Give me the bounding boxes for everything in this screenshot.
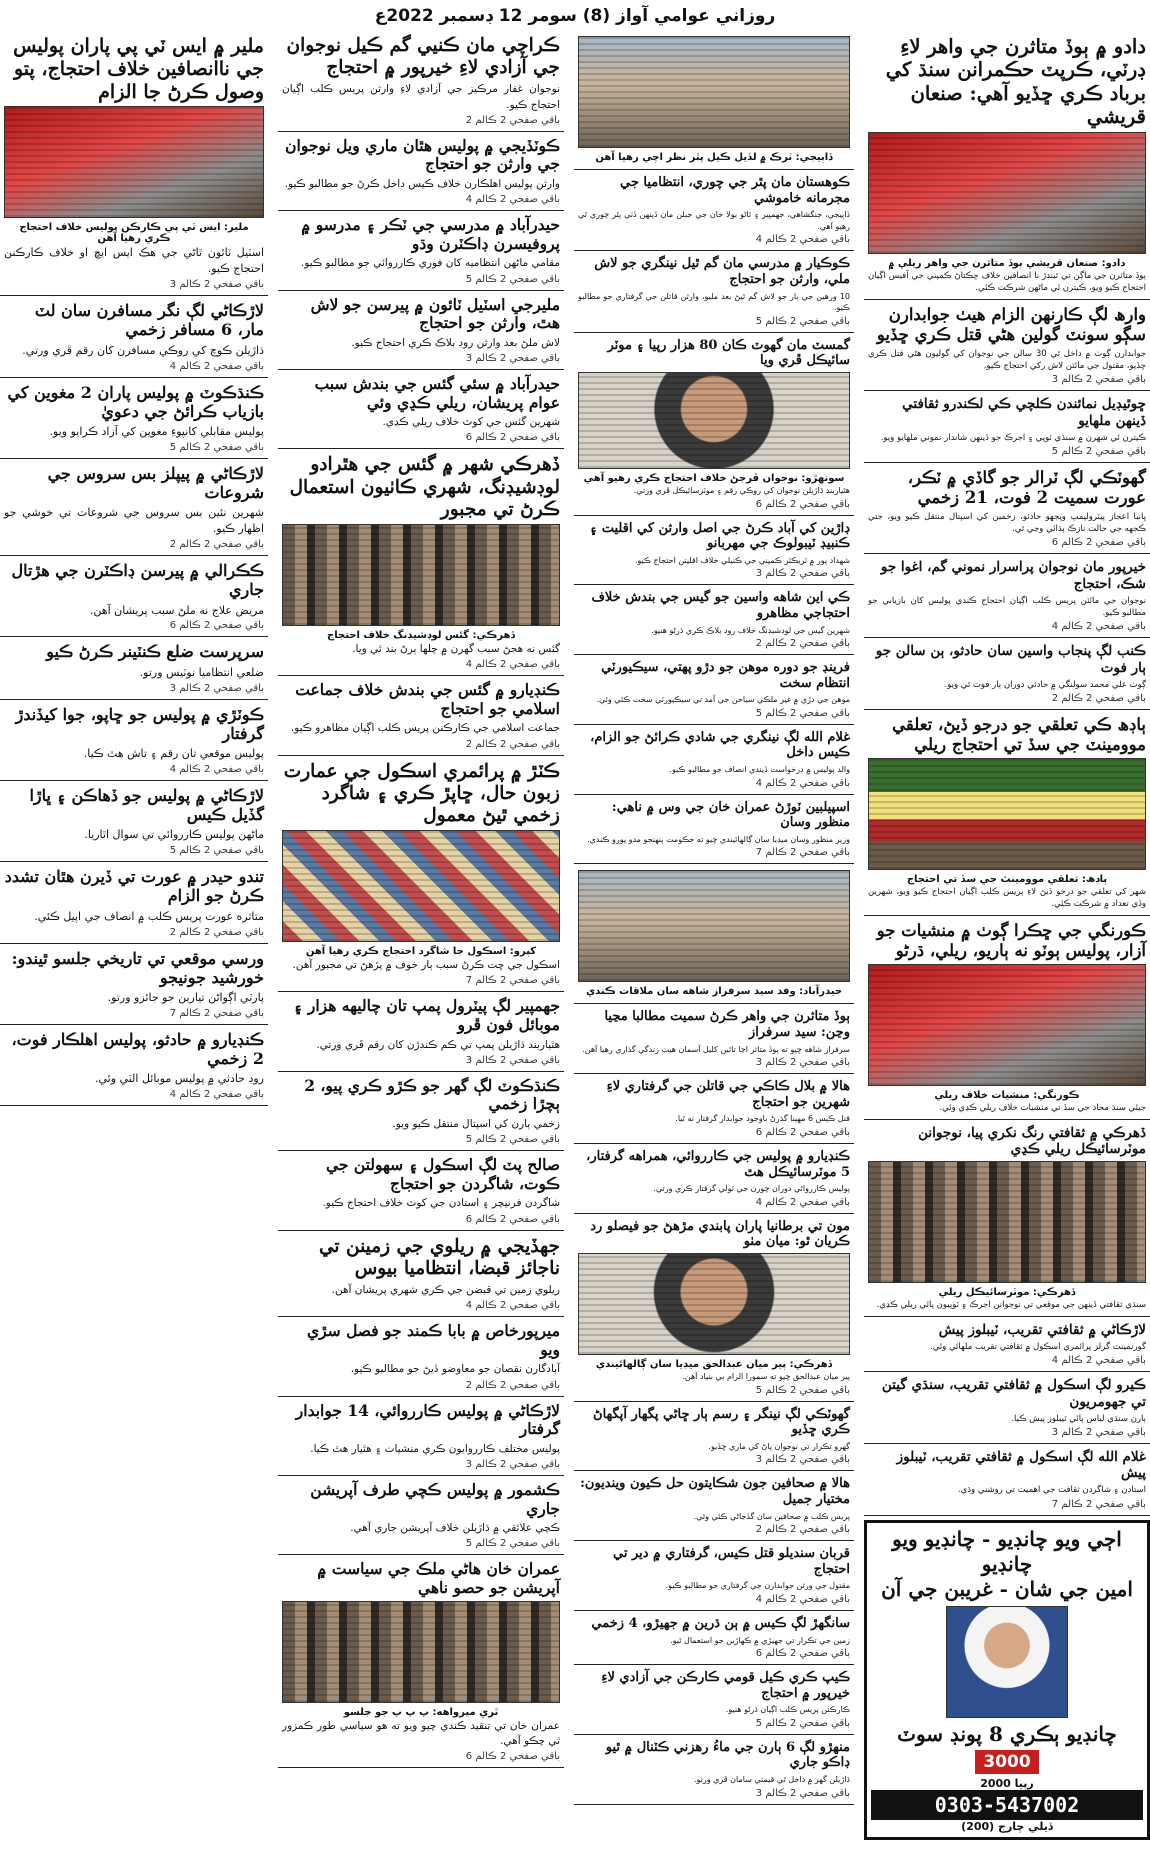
story-body: هٿياربند ڌاڙيلن نوجوان کي روڪي رقم ۽ موٽرسائيڪل ڦري ورتي. xyxy=(633,485,850,495)
story-body: جيئي سنڌ محاذ جي سڏ تي منشيات خلاف ريلي ڪڍي وئي. xyxy=(939,1102,1146,1113)
photo-caption: کپرو: اسڪول جا شاگرد احتجاج ڪري رهيا آهن xyxy=(305,946,537,958)
continued-note: باقي صفحي 2 ڪالم 5 xyxy=(465,1538,560,1550)
story-headline: ڪوڪيار ۾ مدرسي مان گم ٿيل نينگري جو لاش ملي، وارثن جو احتجاج xyxy=(594,256,850,287)
news-story xyxy=(574,30,854,170)
column-4 xyxy=(0,30,268,1852)
story-headline: ڪيپ ڪري ڪيل قومي ڪارڪن جي آزادي لاءِ خيرپور ۾ احتجاج xyxy=(601,1670,850,1701)
news-story xyxy=(0,459,268,556)
news-story xyxy=(864,1372,1150,1444)
story-headline: ملير ۾ ايس ٽي پي پاران پوليس جي ناانصافين خلاف احتجاج، پتو وصول ڪرڻ جا الزام xyxy=(13,35,264,103)
story-headline: تندو حيدر ۾ عورت تي ڏيرن هٿان تشدد ڪرڻ جو الزام xyxy=(4,867,264,906)
story-headline: فرينڊ جو دوره موهن جو دڙو پهتي، سيڪيورٽي انتظام سخت xyxy=(601,660,850,691)
news-photo xyxy=(4,106,264,218)
story-headline: جهڏيجي ۾ ريلوي جي زمينن تي ناجائز قبضا، انتظاميا بيوس xyxy=(319,1235,560,1279)
news-story xyxy=(0,637,268,699)
story-headline: ڪورنگي جي ڇڪرا ڳوٺ ۾ منشيات جو آزار، پوليس ٻوٽو نه ٻاريو، ريلي، ڌرڻو xyxy=(876,921,1146,961)
story-body: ڏاٻيجي، جنگشاهي، جهمپير ۽ ٿاڻو بولا خان جي جبلن مان ڏينهن ڏٺي پٿر چوري ٿي رهيو آهي. xyxy=(578,210,850,231)
continued-note: باقي صفحي 2 ڪالم 4 xyxy=(755,234,850,246)
ad-slogan: امين جي شان - غريبن جي آن xyxy=(881,1576,1133,1601)
news-story xyxy=(574,1611,854,1665)
news-story xyxy=(278,992,564,1071)
continued-note: باقي صفحي 2 ڪالم 6 xyxy=(755,498,850,510)
story-body: شهر کي تعلقي جو درجو ڏيڻ لاءِ پريس ڪلب اڳيان احتجاج ڪيو ويو، شهرين وڏي تعداد ۾ شرڪت ڪئي. xyxy=(868,886,1146,909)
continued-note: باقي صفحي 2 ڪالم 4 xyxy=(465,1300,560,1312)
photo-caption: ڪورنگي: منشيات خلاف ريلي xyxy=(934,1089,1080,1101)
story-headline: ڪي اين شاهه واسين جو گيس جي بندش خلاف احتجاجي مظاهرو xyxy=(591,590,850,621)
story-body: مقامي ماڻهن انتظاميه کان فوري ڪارروائي جو مطالبو ڪيو. xyxy=(301,257,560,270)
story-body: اسٽيل ٽائون ٿاڻي جي هڪ ايس ايڇ او خلاف ڪارڪنن احتجاج ڪيو. xyxy=(4,246,264,276)
continued-note: باقي صفحي 2 ڪالم 2 xyxy=(465,738,560,750)
story-headline: صالح پٽ لڳ اسڪول ۽ سهولتن جي ڪوت، شاگردن جو احتجاج xyxy=(325,1155,560,1193)
continued-note: باقي صفحي 2 ڪالم 2 xyxy=(755,638,850,650)
story-headline: ڇوٿيڊيل نمائندن ڪلچي ڪي لڪندرو ثقافتي ڏينهن ملهايو xyxy=(902,396,1146,429)
news-story xyxy=(278,1151,564,1230)
news-photo xyxy=(282,524,560,626)
news-photo xyxy=(282,1601,560,1703)
photo-caption: ٻاڊھ: تعلقي موومينٽ جي سڏ تي احتجاج xyxy=(906,873,1108,885)
story-headline: لاڙڪاڻي ۾ پيپلز بس سروس جي شروعات xyxy=(47,463,264,503)
news-photo xyxy=(868,132,1146,254)
news-story xyxy=(574,1471,854,1541)
continued-note: باقي صفحي 2 ڪالم 6 xyxy=(755,1127,850,1138)
news-story xyxy=(0,700,268,781)
story-body: ٻارن سنڌي لباس پائي ٽيبلوز پيش ڪيا. xyxy=(1011,1413,1146,1424)
news-story xyxy=(574,585,854,655)
story-headline: قربان سنديلو قتل ڪيس، گرفتاري ۾ دير تي احتجاج xyxy=(613,1546,850,1577)
news-story xyxy=(278,211,564,290)
continued-note: باقي صفحي 2 ڪالم 6 xyxy=(465,432,560,444)
story-headline: ٻوڏ متاثرن جي واهر ڪرڻ سميت مطالبا مڃيا وڃن: سيد سرفراز xyxy=(604,1009,850,1041)
news-story xyxy=(0,781,268,862)
story-body: نوجوان غفار مرڪيز جي آزادي لاءِ وارثن پريس ڪلب اڳيان احتجاج ڪيو. xyxy=(282,83,560,111)
news-story xyxy=(864,30,1150,300)
story-body: نوجوان جي مائٽن پريس ڪلب اڳيان احتجاج ڪندي پوليس کان بازيابي جو مطالبو ڪيو. xyxy=(868,595,1146,618)
story-headline: ڪنڊيارو ۾ حادثو، پوليس اهلڪار فوت، 2 زخمي xyxy=(11,1029,264,1069)
news-story xyxy=(574,251,854,332)
column-2 xyxy=(574,30,854,1852)
news-photo xyxy=(578,372,850,469)
photo-texture xyxy=(283,831,559,941)
story-headline: مليرجي اسٽيل ٽائون ۾ پيرسن جو لاش هٿ، وارثن جو احتجاج xyxy=(310,294,560,333)
news-photo xyxy=(868,758,1146,870)
story-body: پوليس ڪارروائي دوران چورن جي ٽولي گرفتار ڪري ورتي. xyxy=(653,1184,850,1194)
news-story xyxy=(574,864,854,1004)
ad-headline: اڄي ويو چانڊيو - چانڊيو ويو چانڊيو xyxy=(892,1526,1122,1576)
story-body: گئس نه هجڻ سبب گهرن ۾ چلها ٻرڻ بند ٿي ويا. xyxy=(352,643,560,655)
story-body: شهرين نئين بس سروس جي شروعات تي خوشي جو اظهار ڪيو. xyxy=(4,506,264,536)
story-body: شاگردن فرنيچر ۽ استادن جي کوٽ خلاف احتجاج ڪيو. xyxy=(322,1197,560,1210)
story-body: والد پوليس ۾ درخواست ڏيندي انصاف جو مطالبو ڪيو. xyxy=(669,765,850,775)
news-story xyxy=(574,1665,854,1735)
photo-caption: ڏهرڪي: پير ميان عبدالحق ميڊيا سان ڳالهائيندي xyxy=(595,1358,833,1370)
photo-texture xyxy=(283,525,559,625)
continued-note: باقي صفحي 2 ڪالم 6 xyxy=(465,1751,560,1763)
news-story xyxy=(864,391,1150,463)
story-headline: ڪڪرالي ۾ پيرسن ڊاڪٽرن جي هڙتال جاري xyxy=(11,561,264,600)
continued-note: باقي صفحي 2 ڪالم 7 xyxy=(169,1007,264,1019)
continued-note: باقي صفحي 2 ڪالم 2 xyxy=(169,539,264,551)
news-story xyxy=(574,516,854,586)
continued-note: باقي صفحي 2 ڪالم 3 xyxy=(1051,1427,1146,1438)
story-body: ڪارڪنن پريس ڪلب اڳيان ڌرڻو هنيو. xyxy=(725,1705,850,1715)
story-headline: سرپرست ضلع ڪنٽينر ڪرڻ ڪيو xyxy=(46,642,264,662)
continued-note: باقي صفحي 2 ڪالم 3 xyxy=(169,682,264,694)
news-story xyxy=(864,638,1150,710)
story-headline: جهمپير لڳ پيٽرول پمپ تان چاليهه هزار ۽ موبائل فون ڦرو xyxy=(293,996,560,1034)
photo-texture xyxy=(869,1162,1145,1282)
ad-price-note: رپيا 2000 xyxy=(980,1776,1034,1790)
story-headline: ڪنڊيارو ۾ گئس جي بندش خلاف جماعت اسلامي جو احتجاج xyxy=(295,680,560,718)
continued-note: باقي صفحي 2 ڪالم 6 xyxy=(1051,537,1146,549)
story-body: ضلعي انتظاميا نوٽيس ورتو. xyxy=(139,665,264,679)
story-headline: گمسٽ مان گهوٽ ڪان 80 هزار رپيا ۽ موٽر سائيڪل ڦري ويا xyxy=(607,337,850,369)
story-headline: لاڙڪاڻي ۾ پوليس جو ڏهاڪن ۽ ڀاڙا گڏيل ڪيس xyxy=(29,785,264,825)
story-headline: وارھ لڳ ڪارنهن الزام هيٺ جوابدارن سڳو سونٽ گولين هڻي قتل ڪري ڇڏيو xyxy=(876,305,1146,344)
news-story xyxy=(574,1214,854,1402)
story-headline: لاڙڪاڻي ۾ پوليس ڪارروائي، 14 جوابدار گرفتار xyxy=(295,1400,560,1439)
photo-texture xyxy=(579,373,849,468)
story-headline: سانگھڙ لڳ ڪيس ۾ ٻن ڌرين ۾ جهيڙو، 4 زخمي xyxy=(591,1615,850,1631)
news-story xyxy=(0,378,268,459)
continued-note: باقي صفحي 2 ڪالم 3 xyxy=(169,279,264,291)
story-headline: ڪنڌڪوٽ لڳ گهر جو ڪڙو ڪري پيو، 2 ٻچڙا زخمي xyxy=(304,1075,560,1114)
story-body: سنڌي ثقافتي ڏينهن جي موقعي تي نوجوانن اجرڪ ۽ ٽوپيون پائي ريلي ڪڍي. xyxy=(876,1299,1146,1310)
story-body: ڀانبا اعجاز پيٽرولپمپ ويجهو حادثو، زخمين کي اسپتال منتقل ڪيو ويو، جتي ڪجهه جي حالت نازڪ ٻڌائي وڃي ٿي. xyxy=(868,511,1146,534)
news-story xyxy=(278,1072,564,1151)
news-story xyxy=(278,1317,564,1396)
photo-texture xyxy=(579,871,849,981)
continued-note: باقي صفحي 2 ڪالم 7 xyxy=(1051,1498,1146,1510)
story-headline: ٻاڊھ ڪي تعلقي جو درجو ڏيڻ، تعلقي موومينٽ جي سڏ تي احتجاج ريلي xyxy=(892,715,1146,754)
photo-caption: دادو: صنعان قريشي ٻوڏ متاثرن جي واهر ريلي ۾ xyxy=(888,257,1126,269)
story-body: عمران خان تي تنقيد ڪندي چيو ويو ته هو سياسي طور ڪمزور ٿي چڪو آهي. xyxy=(282,1719,560,1747)
news-story xyxy=(574,1735,854,1805)
news-story xyxy=(278,370,564,449)
story-body: جوابدارن ڳوٺ ۾ داخل ٿي 30 سالن جي نوجوان کي گوليون هڻي قتل ڪري ڇڏيو، مقتول جي مائٽن لاش رکي احتجاج ڪيو. xyxy=(868,348,1146,372)
story-body: زخمي ٻارن کي اسپتال منتقل ڪيو ويو. xyxy=(392,1118,560,1130)
story-body: گهرو تڪرار تي نوجوان پاڻ کي ماري ڇڏيو. xyxy=(708,1441,850,1451)
story-body: مريض علاج نه ملڻ سبب پريشان آهن. xyxy=(89,603,264,617)
continued-note: باقي صفحي 2 ڪالم 4 xyxy=(169,763,264,775)
news-story xyxy=(864,463,1150,554)
story-body: پوليس مقابلي کانپوءِ مغوين کي آزاد ڪرايو ويو. xyxy=(49,424,264,438)
ad-tag: ڏيلي چارج (200) xyxy=(961,1819,1053,1833)
photo-caption: ملير: ايس ٽي پي ڪارڪن پوليس خلاف احتجاج ڪري رهيا آهن xyxy=(19,222,249,245)
ad-phone-number: 0303-5437002 xyxy=(871,1790,1143,1820)
continued-note: باقي صفحي 2 ڪالم 5 xyxy=(465,273,560,285)
story-headline: مون تي برطانيا پاران پابندي مڙهڻ جو فيصلو رد ڪريان ٿو: ميان مٺو xyxy=(590,1218,850,1250)
continued-note: باقي صفحي 2 ڪالم 4 xyxy=(1051,1355,1146,1367)
story-body: لاش ملڻ بعد وارثن روڊ بلاڪ ڪري احتجاج ڪيو. xyxy=(351,336,560,349)
news-photo xyxy=(868,964,1146,1086)
continued-note: باقي صفحي 2 ڪالم 2 xyxy=(755,1524,850,1536)
story-headline: عمران خان هاڻي ملڪ جي سياست ۾ آپريشن جو حصو ناهي xyxy=(317,1559,560,1598)
continued-note: باقي صفحي 2 ڪالم 6 xyxy=(755,1648,850,1660)
continued-note: باقي صفحي 2 ڪالم 3 xyxy=(465,353,560,365)
story-body: ڌاڙيلن گهر ۾ داخل ٿي قيمتي سامان ڦري ورتو. xyxy=(693,1775,850,1785)
story-headline: لاڙڪاڻي ۾ ثقافتي تقريب، ٽيبلوز پيش xyxy=(938,1321,1146,1338)
story-body: وارثن پوليس اهلڪارن خلاف ڪيس داخل ڪرڻ جو مطالبو ڪيو. xyxy=(284,178,560,190)
news-story xyxy=(574,170,854,251)
news-story xyxy=(864,300,1150,391)
story-headline: گهوٽڪي لڳ نينگر ۽ رسم ٻار ڇاڻي پگهار آپگهاڻ ڪري ڇڏيو xyxy=(593,1406,850,1438)
advertisement xyxy=(864,1520,1150,1840)
continued-note: باقي صفحي 2 ڪالم 2 xyxy=(169,926,264,938)
news-story xyxy=(864,1317,1150,1373)
news-story xyxy=(0,296,268,377)
photo-caption: ڏهرڪي: موٽرسائيڪل ريلي xyxy=(938,1286,1076,1298)
story-body: ڪچي علائقي ۾ ڌاڙيلن خلاف آپريشن جاري آهي. xyxy=(350,1522,560,1535)
continued-note: باقي صفحي 2 ڪالم 4 xyxy=(1051,621,1146,633)
ad-portrait xyxy=(946,1606,1068,1718)
continued-note: باقي صفحي 2 ڪالم 2 xyxy=(465,114,560,126)
photo-texture xyxy=(5,107,263,217)
story-body: زمين جي تڪرار تي جهيڙي ۾ ڪهاڙين جو استعمال ٿيو. xyxy=(670,1635,850,1645)
story-headline: هالا ۾ صحافين جون شڪايتون حل ڪيون وينديون: مختيار جميل xyxy=(580,1476,850,1507)
news-story xyxy=(0,944,268,1025)
column-3 xyxy=(278,30,564,1852)
photo-texture xyxy=(579,37,849,147)
photo-texture xyxy=(869,133,1145,253)
continued-note: باقي صفحي 2 ڪالم 6 xyxy=(465,1213,560,1225)
story-headline: خيرپور مان نوجوان پراسرار نموني گم، اغوا جو شڪ، احتجاج xyxy=(880,559,1146,592)
news-story xyxy=(574,1541,854,1611)
continued-note: باقي صفحي 2 ڪالم 5 xyxy=(1051,446,1146,458)
news-story xyxy=(0,1025,268,1106)
continued-note: باقي صفحي 2 ڪالم 6 xyxy=(169,620,264,632)
story-headline: دادو ۾ ٻوڏ متاثرن جي واهر لاءِ ڊرٽي، ڪرپٽ حڪمرانن سنڌ کي برباد ڪري ڇڏيو آهي: صنعان قريشي xyxy=(885,35,1146,129)
story-headline: لاڙڪاڻي لڳ نگر مسافرن سان لٽ مار، 6 مسافر زخمي xyxy=(34,301,264,340)
story-body: هٿياربند ڌاڙيلن پمپ تي ڪم ڪندڙن کان رقم ڦري ورتي. xyxy=(316,1038,560,1051)
photo-caption: ڏاٻيجي: ٽرڪ ۾ لڏيل ڪيل پٿر نظر اچي رهيا آهن xyxy=(595,152,833,163)
continued-note: باقي صفحي 2 ڪالم 5 xyxy=(169,845,264,857)
news-story xyxy=(0,30,268,296)
column-1 xyxy=(864,30,1150,1852)
continued-note: باقي صفحي 2 ڪالم 3 xyxy=(465,1054,560,1066)
continued-note: باقي صفحي 2 ڪالم 3 xyxy=(755,568,850,580)
news-story xyxy=(574,1074,854,1144)
news-story xyxy=(864,710,1150,916)
news-story xyxy=(278,291,564,370)
news-story xyxy=(864,1444,1150,1516)
continued-note: باقي صفحي 2 ڪالم 2 xyxy=(1051,693,1146,704)
story-headline: ڊاڙين کي آباد ڪرڻ جي اصل وارثن کي اقليت ۽ ڪنبيڊ ٽيبولوڪ جي مهربانو xyxy=(589,520,850,552)
story-headline: ڪنب لڳ پنجاب واسين سان حادثو، ٻن سالن جو ٻار فوت xyxy=(875,643,1146,676)
story-body: ريلوي زمين تي قبضن جي ڪري شهري پريشان آهن. xyxy=(331,1284,560,1296)
story-headline: ڪنڌڪوٽ ۾ پوليس پاران 2 مغوين کي بازياب ڪرائڻ جي دعويٰ xyxy=(7,382,264,421)
story-headline: حيدرآباد ۾ سئي گئس جي بندش سبب عوام پريشان، ريلي ڪڍي وئي xyxy=(314,374,560,412)
story-body: جماعت اسلامي جي ڪارڪنن پريس ڪلب اڳيان مظاهرو ڪيو. xyxy=(290,722,560,735)
story-body: 10 ورهين جي ٻار جو لاش گم ٿيڻ بعد مليو، وارثن قاتلن جي گرفتاري جو مطالبو ڪيو. xyxy=(578,291,850,313)
story-body: مقتول جي ورثن جوابدارن جي گرفتاري جو مطالبو ڪيو. xyxy=(665,1581,850,1591)
story-body: ڌاڙيلن ڪوچ کي روڪي مسافرن کان رقم ڦري ورتي. xyxy=(22,343,264,357)
news-story xyxy=(278,1476,564,1555)
story-body: ڪيترن ئي شهرن ۾ سنڌي ٽوپي ۽ اجرڪ جو ڏينهن شاندار نموني ملهايو ويو. xyxy=(880,432,1146,443)
news-story xyxy=(864,1120,1150,1317)
news-story xyxy=(278,756,564,993)
continued-note: باقي صفحي 2 ڪالم 7 xyxy=(755,847,850,859)
story-headline: غلام الله لڳ نينگري جي شادي ڪرائڻ جو الزام، ڪيس داخل xyxy=(590,729,850,761)
news-story xyxy=(278,1231,564,1318)
story-body: متاثره عورت پريس ڪلب ۾ انصاف جي اپيل ڪئي. xyxy=(34,909,264,923)
story-headline: منهڙو لڳ 6 ٻارن جي ماءُ رهزني ڪٽنال ۾ ٿيو ڊاڪو جاري xyxy=(605,1739,850,1771)
story-headline: ڏهرڪي شهر ۾ گئس جي هٿرادو لوڊشيڊنگ، شهري ڪاٺيون استعمال ڪرڻ تي مجبور xyxy=(289,454,560,520)
news-story xyxy=(574,333,854,516)
continued-note: باقي صفحي 2 ڪالم 5 xyxy=(755,1717,850,1729)
news-story xyxy=(574,795,854,865)
story-headline: ڏهرڪي ۾ ثقافتي رنگ نکري پيا، نوجوانن موٽرسائيڪل ريلي ڪڍي xyxy=(918,1125,1146,1158)
continued-note: باقي صفحي 2 ڪالم 5 xyxy=(755,315,850,327)
story-headline: گهوٽڪي لڳ ٽرالر جو گاڏي ۾ ٽڪر، عورت سميت 2 فوت، 21 زخمي xyxy=(907,468,1146,507)
photo-texture xyxy=(283,1602,559,1702)
story-body: پوليس موقعي تان رقم ۽ تاش هٿ ڪيا. xyxy=(83,746,264,760)
news-story xyxy=(0,556,268,637)
continued-note: باقي صفحي 2 ڪالم 7 xyxy=(465,975,560,987)
story-body: پريس ڪلب ۾ صحافين سان گڏجاڻي ڪئي وئي. xyxy=(693,1511,850,1521)
ad-price: 3000 xyxy=(975,1750,1038,1774)
photo-texture xyxy=(579,1254,849,1354)
story-body: پارٽي اڳواڻن تيارين جو جائزو ورتو. xyxy=(107,990,264,1004)
news-story xyxy=(278,1555,564,1768)
continued-note: باقي صفحي 2 ڪالم 4 xyxy=(169,1089,264,1101)
story-headline: غلام الله لڳ اسڪول ۾ ثقافتي تقريب، ٽيبلوز پيش xyxy=(896,1449,1146,1482)
news-story xyxy=(278,30,564,132)
continued-note: باقي صفحي 2 ڪالم 5 xyxy=(465,1134,560,1146)
news-story xyxy=(864,916,1150,1120)
story-body: ماڻهن پوليس ڪارروائي تي سوال اٿاريا. xyxy=(84,828,264,842)
story-headline: ميرپورخاص ۾ بابا ڪمند جو فصل سڙي ويو xyxy=(307,1321,560,1359)
story-headline: ڪراچي مان ڪنيي گم ڪيل نوجوان جي آزادي لاءِ خيرپور ۾ احتجاج xyxy=(286,35,560,79)
news-photo xyxy=(578,870,850,982)
story-body: استادن ۽ شاگردن ثقافت جي اهميت تي روشني وڌي. xyxy=(957,1485,1146,1496)
story-headline: هالا ۾ بلال ڪاڪي جي قاتلن جي گرفتاري لاءِ شهرين جو احتجاج xyxy=(606,1079,850,1110)
story-body: شهرين گيس جي لوڊشيڊنگ خلاف روڊ بلاڪ ڪري ڌرڻو هنيو. xyxy=(651,625,850,635)
continued-note: باقي صفحي 2 ڪالم 3 xyxy=(755,1787,850,1799)
news-photo xyxy=(578,36,850,148)
continued-note: باقي صفحي 2 ڪالم 5 xyxy=(755,1384,850,1396)
ad-product: چانڊيو ٻڪري 8 پونڊ سوٽ xyxy=(897,1721,1117,1746)
continued-note: باقي صفحي 2 ڪالم 4 xyxy=(755,777,850,789)
story-body: گورنمينٽ گرلز پرائمري اسڪول ۾ ثقافتي تقريب ملهائي وئي. xyxy=(930,1342,1146,1352)
story-body: وزير منظور وسان ميڊيا سان ڳالهائيندي چيو ته حڪومت پنهنجو مدو پورو ڪندي. xyxy=(587,834,850,844)
photo-caption: ٿري ميرواهه: پ پ پ جو جلسو xyxy=(343,1706,499,1718)
news-story xyxy=(574,655,854,725)
story-body: شهرين گئس جي کوٽ خلاف ريلي ڪڍي. xyxy=(382,416,560,429)
story-body: سرفراز شاهه چيو ته ٻوڏ متاثر اڃا تائين کليل آسمان هيٺ زندگي گذاري رهيا آهن. xyxy=(582,1044,850,1054)
continued-note: باقي صفحي 2 ڪالم 4 xyxy=(755,1593,850,1605)
story-body: ٻوڏ متاثرن جي ماڳن تي ٿيندڙ نا انصافين خلاف ڇڪتاڻ ڪمپني جي آفيس اڳيان احتجاج ڪيو ويو، ڪيترن ئي ماڻهن شرڪت ڪئي. xyxy=(868,270,1146,293)
story-headline: حيدرآباد ۾ مدرسي جي ٽڪر ۽ مدرسو ۾ پروفيسرن ڊاڪٽرن وڌو xyxy=(301,215,560,253)
continued-note: باقي صفحي 2 ڪالم 4 xyxy=(755,1196,850,1208)
story-headline: ورسي موقعي تي تاريخي جلسو ٿيندو: خورشيد جونيجو xyxy=(11,948,264,987)
story-body: روڊ حادثي ۾ پوليس موبائل الٽي وئي. xyxy=(95,1072,264,1086)
news-story xyxy=(278,1397,564,1476)
story-body: آبادگارن نقصان جو معاوضو ڏيڻ جو مطالبو ڪيو. xyxy=(350,1363,560,1376)
continued-note: باقي صفحي 2 ڪالم 4 xyxy=(465,194,560,206)
continued-note: باقي صفحي 2 ڪالم 3 xyxy=(755,1454,850,1466)
news-story xyxy=(278,449,564,676)
story-body: پير ميان عبدالحق چيو ته سمورا الزام بي بنياد آهن. xyxy=(682,1371,850,1381)
story-headline: ڪيرو لڳ اسڪول ۾ ثقافتي تقريب، سنڌي گيتن تي جهومريون xyxy=(881,1377,1146,1410)
story-body: اسڪول جي ڇت ڪرڻ سبب ٻار خوف ۾ پڙهڻ تي مجبور آهن. xyxy=(292,959,560,972)
news-story xyxy=(574,725,854,795)
news-story xyxy=(0,862,268,943)
news-story xyxy=(278,676,564,755)
story-body: ڳوٺ علي محمد سولنگي ۾ حادثي دوران ٻار فوت ٿي ويو. xyxy=(944,679,1146,690)
continued-note: باقي صفحي 2 ڪالم 4 xyxy=(169,360,264,372)
story-headline: ڪوٽڏيجي ۾ پوليس هٿان ماري ويل نوجوان جي وارثن جو احتجاج xyxy=(285,135,560,174)
continued-note: باقي صفحي 2 ڪالم 3 xyxy=(755,1057,850,1069)
continued-note: باقي صفحي 2 ڪالم 4 xyxy=(465,659,560,671)
news-story xyxy=(574,1004,854,1074)
story-headline: ڪوهستان مان پٿر جي چوري، انتظاميا جي مجرمانه خاموشي xyxy=(620,175,850,206)
story-body: شهداد پور ۾ ٽريڪٽر ڪمپني جي ڪنيلي خلاف اقليتن احتجاج ڪيو. xyxy=(634,555,850,565)
photo-caption: ڏهرڪي: گئس لوڊشيڊنگ خلاف احتجاج xyxy=(327,630,515,641)
continued-note: باقي صفحي 2 ڪالم 3 xyxy=(465,1459,560,1471)
story-headline: ڪشمور ۾ پوليس ڪچي طرف آپريشن جاري xyxy=(310,1480,560,1518)
news-photo xyxy=(868,1161,1146,1283)
continued-note: باقي صفحي 2 ڪالم 5 xyxy=(755,707,850,719)
news-story xyxy=(864,554,1150,638)
news-photo xyxy=(282,830,560,942)
story-body: موهن جي دڙي ۾ غير ملڪي سياحن جي آمد تي سيڪيورٽي سخت ڪئي وئي. xyxy=(596,695,850,705)
story-headline: ڪٽڙ ۾ پرائمري اسڪول جي عمارت زبون حال، ڇاپڙ ڪري ۽ شاگرد زخمي ٿيڻ معمول xyxy=(283,760,560,826)
photo-texture xyxy=(869,965,1145,1085)
continued-note: باقي صفحي 2 ڪالم 5 xyxy=(169,441,264,453)
photo-texture xyxy=(869,759,1145,869)
continued-note: باقي صفحي 2 ڪالم 2 xyxy=(465,1379,560,1391)
story-body: قتل ڪيس 6 مهينا گذرڻ باوجود جوابدار گرفتار نه ٿيا. xyxy=(675,1114,850,1124)
news-photo xyxy=(578,1253,850,1355)
news-story xyxy=(574,1402,854,1472)
story-headline: ڪوٽڙي ۾ پوليس جو ڇاپو، جوا کيڏندڙ گرفتار xyxy=(15,704,264,743)
photo-caption: حيدرآباد: وفد سيد سرفراز شاهه سان ملاقات ڪندي xyxy=(585,986,843,998)
story-body: پوليس مختلف ڪارروايون ڪري منشيات ۽ هٿيار هٿ ڪيا. xyxy=(310,1442,560,1455)
news-story xyxy=(574,1144,854,1214)
photo-caption: سونهڙو: نوجوان ڦرجڻ خلاف احتجاج ڪري رهيو آهي xyxy=(583,472,845,484)
continued-note: باقي صفحي 2 ڪالم 3 xyxy=(1051,374,1146,386)
dateline: روزاني عوامي آواز (8) سومر 12 ڊسمبر 2022ع xyxy=(374,6,776,26)
story-headline: اسپيلبين ٽوڙڻ عمران خان جي وس ۾ ناهي: منظور وسان xyxy=(611,799,850,831)
news-story xyxy=(278,132,564,211)
story-headline: ڪنڊيارو ۾ پوليس جي ڪارروائي، همراهه گرفتار، 5 موٽرسائيڪل هٿ xyxy=(586,1149,850,1180)
